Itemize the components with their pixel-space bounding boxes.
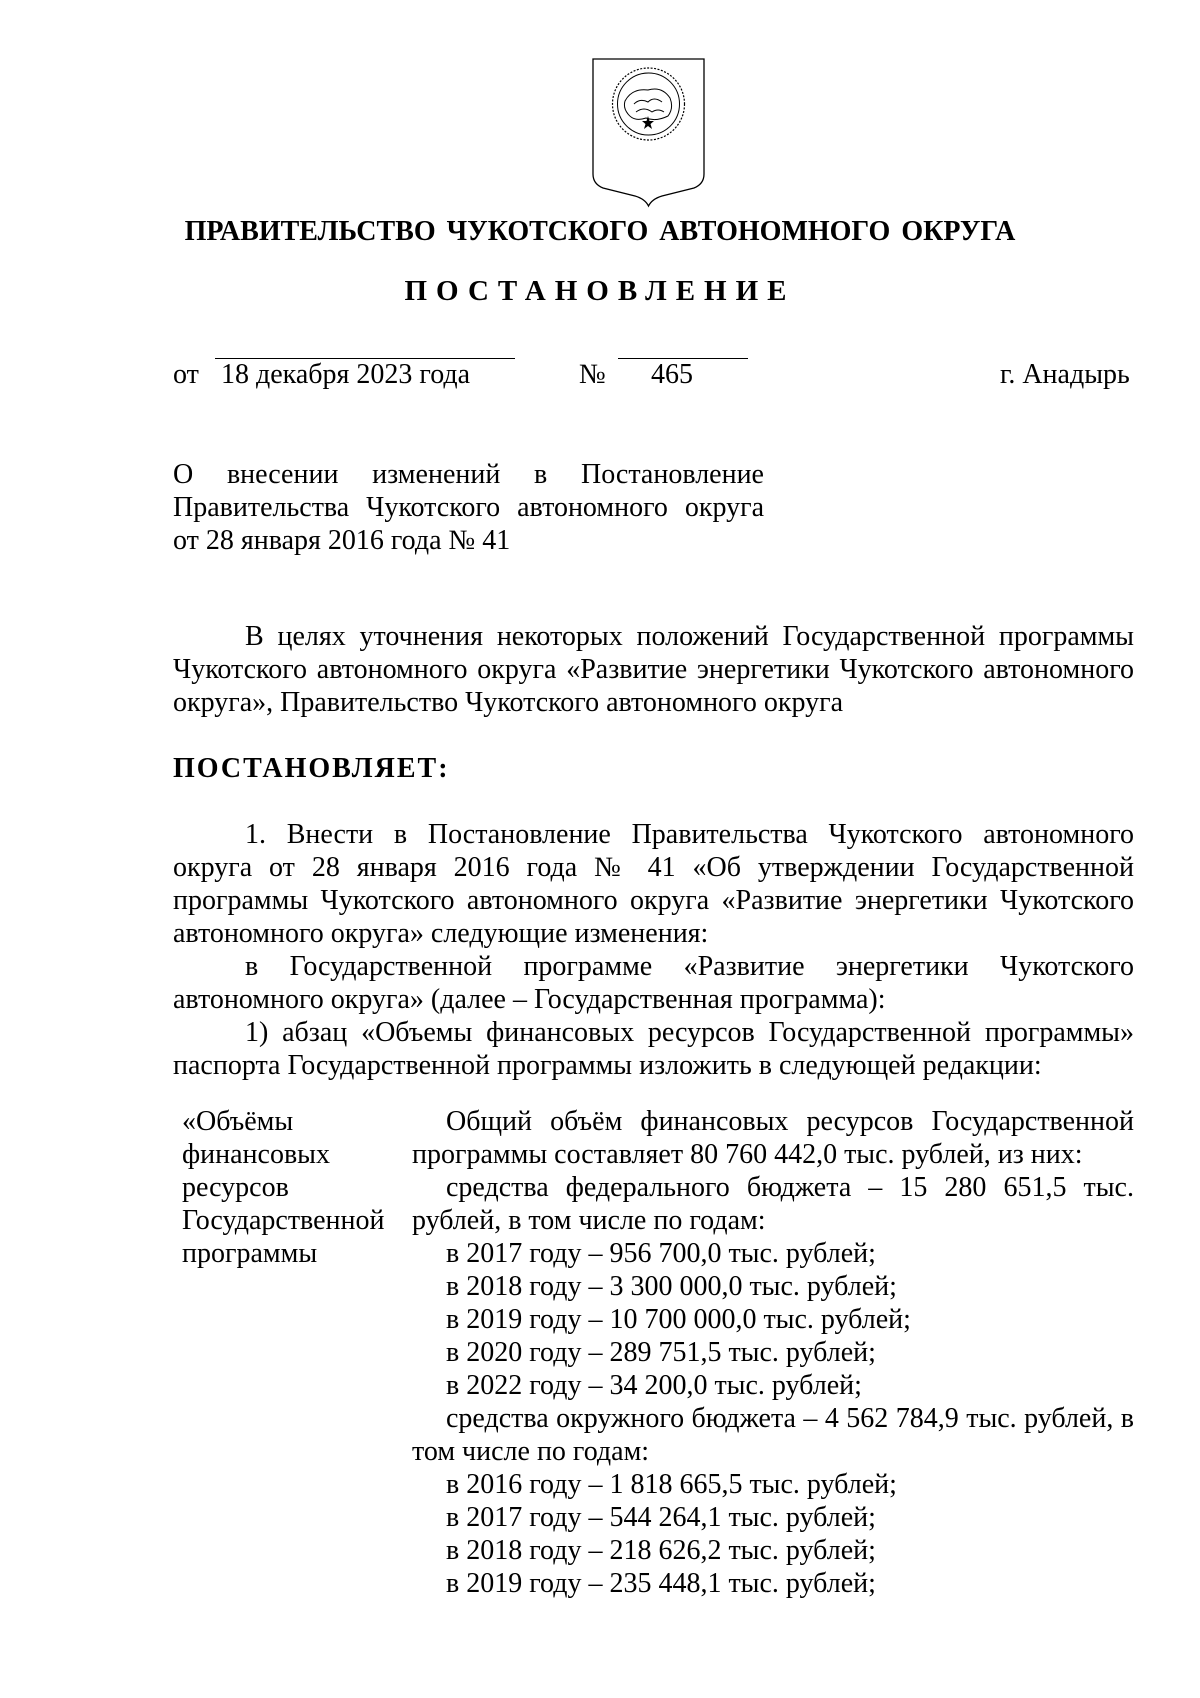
federal-budget-paragraph: средства федерального бюджета – 15 280 651,5 тыс. рублей, в том числе по годам:: [412, 1172, 1134, 1236]
coat-of-arms-emblem: [590, 56, 707, 208]
federal-year-line: в 2019 году – 10 700 000,0 тыс. рублей;: [446, 1304, 911, 1335]
item-1-paragraph: 1. Внести в Постановление Правительства Чукотского автономного округа от 28 января 2016 года № 41 «Об утверждении Государственной программы Чукотского автономного округа «Развитие энергетики Чукотского автономного округа» следующие изменения:: [173, 819, 1134, 949]
operative-part: [173, 818, 1134, 1082]
date-prefix: от: [173, 359, 199, 390]
document-city: г. Анадырь: [1000, 359, 1130, 390]
regional-year-line: в 2018 году – 218 626,2 тыс. рублей;: [446, 1535, 876, 1566]
left-column-line: Государственной: [182, 1205, 385, 1236]
finance-table-left-column: [182, 1105, 412, 1270]
regional-year-line: в 2017 году – 544 264,1 тыс. рублей;: [446, 1502, 876, 1533]
federal-year-line: в 2020 году – 289 751,5 тыс. рублей;: [446, 1337, 876, 1368]
document-type-title: ПОСТАНОВЛЕНИЕ: [404, 275, 796, 307]
subject-line: Правительства Чукотского автономного округа: [173, 492, 764, 523]
federal-year-line: в 2022 году – 34 200,0 тыс. рублей;: [446, 1370, 862, 1401]
federal-year-line: в 2018 году – 3 300 000,0 тыс. рублей;: [446, 1271, 897, 1302]
resolves-heading: ПОСТАНОВЛЯЕТ:: [173, 753, 450, 784]
left-column-line: «Объёмы: [182, 1106, 294, 1137]
left-column-line: финансовых: [182, 1139, 330, 1170]
preamble-block: [173, 620, 1134, 719]
preamble-paragraph: В целях уточнения некоторых положений Государственной программы Чукотского автономного округа «Развитие энергетики Чукотского автономного округа», Правительство Чукотского автономного округа: [173, 621, 1134, 718]
document-date: 18 декабря 2023 года: [221, 359, 471, 390]
left-column-line: программы: [182, 1238, 318, 1269]
organization-name: ПРАВИТЕЛЬСТВО ЧУКОТСКОГО АВТОНОМНОГО ОКРУГА: [184, 216, 1016, 247]
total-volume-paragraph: Общий объём финансовых ресурсов Государственной программы составляет 80 760 442,0 тыс. рублей, из них:: [412, 1106, 1134, 1170]
regional-year-line: в 2019 году – 235 448,1 тыс. рублей;: [446, 1568, 876, 1599]
left-column-line: ресурсов: [182, 1172, 289, 1203]
document-number: 465: [651, 359, 693, 390]
document-meta-row: [173, 358, 1134, 398]
item-1-subparagraph: в Государственной программе «Развитие энергетики Чукотского автономного округа» (далее – Государственная программа):: [173, 951, 1134, 1015]
subject-line: от 28 января 2016 года № 41: [173, 525, 511, 556]
regional-budget-paragraph: средства окружного бюджета – 4 562 784,9 тыс. рублей, в том числе по годам:: [412, 1403, 1134, 1467]
finance-table-right-column: [412, 1105, 1134, 1600]
subject-line: О внесении изменений в Постановление: [173, 459, 764, 490]
document-subject: [173, 458, 764, 557]
federal-year-line: в 2017 году – 956 700,0 тыс. рублей;: [446, 1238, 876, 1269]
number-prefix: №: [579, 359, 606, 390]
regional-year-line: в 2016 году – 1 818 665,5 тыс. рублей;: [446, 1469, 897, 1500]
item-1-1-paragraph: 1) абзац «Объемы финансовых ресурсов Государственной программы» паспорта Государственной программы изложить в следующей редакции:: [173, 1017, 1134, 1081]
